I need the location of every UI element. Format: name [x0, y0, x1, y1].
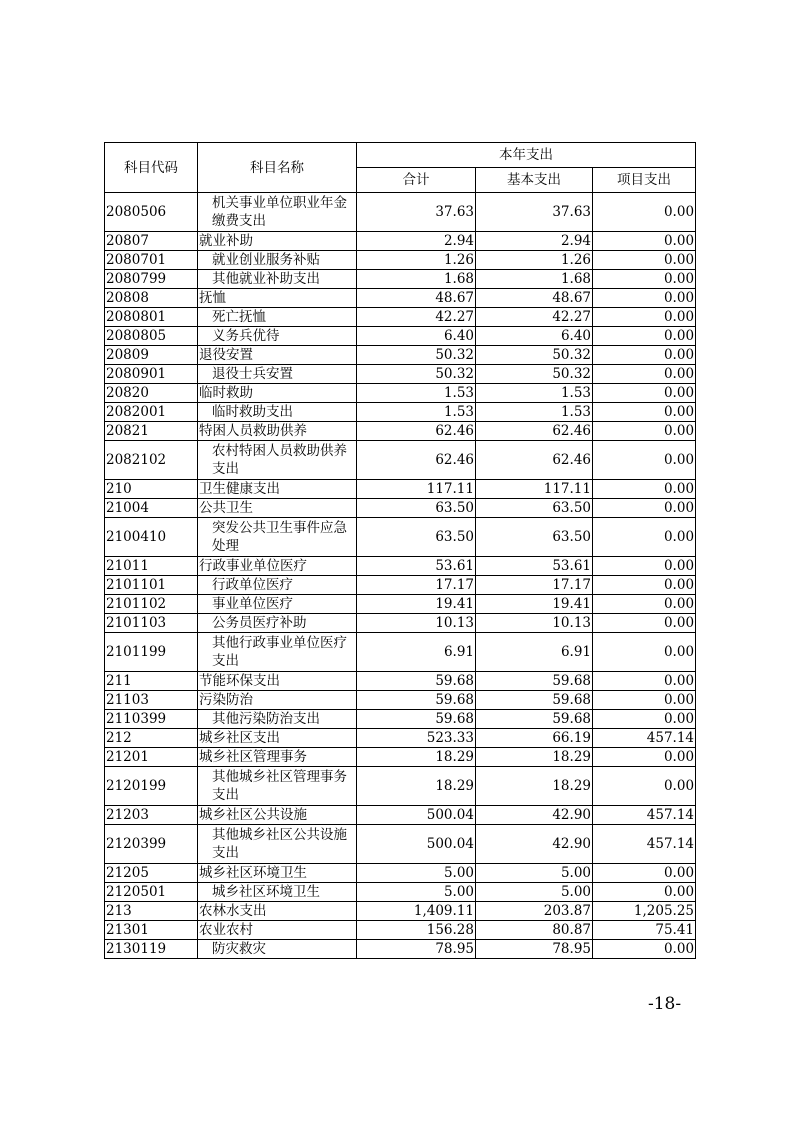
- basic-cell: 80.87: [476, 921, 593, 940]
- name-cell: 临时救助支出: [198, 403, 357, 422]
- name-cell: 污染防治: [198, 691, 357, 710]
- basic-cell: 1.68: [476, 270, 593, 289]
- total-cell: 1.26: [357, 251, 476, 270]
- basic-cell: 50.32: [476, 346, 593, 365]
- project-cell: 0.00: [593, 384, 696, 403]
- table-row: [105, 518, 696, 557]
- basic-cell: 63.50: [476, 499, 593, 518]
- name-cell: 行政事业单位医疗: [198, 557, 357, 576]
- project-cell: 0.00: [593, 672, 696, 691]
- basic-cell: 59.68: [476, 691, 593, 710]
- basic-cell: 37.63: [476, 193, 593, 232]
- total-cell: 18.29: [357, 748, 476, 767]
- code-cell: 20809: [105, 346, 198, 365]
- table-row: [105, 422, 696, 441]
- table-row: [105, 883, 696, 902]
- header-name: 科目名称: [198, 143, 357, 193]
- total-cell: 6.40: [357, 327, 476, 346]
- total-cell: 62.46: [357, 441, 476, 480]
- name-cell: 防灾救灾: [198, 940, 357, 959]
- table-row: [105, 308, 696, 327]
- basic-cell: 59.68: [476, 710, 593, 729]
- project-cell: 0.00: [593, 595, 696, 614]
- name-cell: 节能环保支出: [198, 672, 357, 691]
- basic-cell: 42.90: [476, 806, 593, 825]
- table-row: [105, 365, 696, 384]
- code-cell: 21004: [105, 499, 198, 518]
- name-cell: 公务员医疗补助: [198, 614, 357, 633]
- basic-cell: 1.26: [476, 251, 593, 270]
- basic-cell: 18.29: [476, 767, 593, 806]
- code-cell: 21301: [105, 921, 198, 940]
- project-cell: 0.00: [593, 710, 696, 729]
- name-cell: 突发公共卫生事件应急处理: [198, 518, 357, 557]
- code-cell: 2082001: [105, 403, 198, 422]
- total-cell: 63.50: [357, 499, 476, 518]
- name-cell: 其他污染防治支出: [198, 710, 357, 729]
- code-cell: 21103: [105, 691, 198, 710]
- name-cell: 就业创业服务补贴: [198, 251, 357, 270]
- code-cell: 2080506: [105, 193, 198, 232]
- project-cell: 0.00: [593, 441, 696, 480]
- header-group: 本年支出: [357, 143, 696, 168]
- table-row: [105, 441, 696, 480]
- total-cell: 117.11: [357, 480, 476, 499]
- project-cell: 0.00: [593, 767, 696, 806]
- name-cell: 行政单位医疗: [198, 576, 357, 595]
- basic-cell: 48.67: [476, 289, 593, 308]
- table-row: [105, 576, 696, 595]
- project-cell: 0.00: [593, 365, 696, 384]
- name-cell: 其他行政事业单位医疗支出: [198, 633, 357, 672]
- basic-cell: 117.11: [476, 480, 593, 499]
- basic-cell: 62.46: [476, 422, 593, 441]
- basic-cell: 2.94: [476, 232, 593, 251]
- code-cell: 2101103: [105, 614, 198, 633]
- name-cell: 公共卫生: [198, 499, 357, 518]
- name-cell: 临时救助: [198, 384, 357, 403]
- total-cell: 6.91: [357, 633, 476, 672]
- total-cell: 50.32: [357, 365, 476, 384]
- project-cell: 0.00: [593, 633, 696, 672]
- project-cell: 1,205.25: [593, 902, 696, 921]
- table-row: [105, 710, 696, 729]
- total-cell: 1.53: [357, 403, 476, 422]
- code-cell: 2082102: [105, 441, 198, 480]
- table-row: [105, 748, 696, 767]
- table-row: [105, 384, 696, 403]
- project-cell: 0.00: [593, 576, 696, 595]
- table-row: [105, 691, 696, 710]
- project-cell: 0.00: [593, 251, 696, 270]
- code-cell: 2100410: [105, 518, 198, 557]
- total-cell: 59.68: [357, 710, 476, 729]
- code-cell: 2080801: [105, 308, 198, 327]
- name-cell: 农村特困人员救助供养支出: [198, 441, 357, 480]
- project-cell: 0.00: [593, 748, 696, 767]
- name-cell: 其他城乡社区公共设施支出: [198, 825, 357, 864]
- header-code: 科目代码: [105, 143, 198, 193]
- code-cell: 2080799: [105, 270, 198, 289]
- table-row: [105, 403, 696, 422]
- total-cell: 37.63: [357, 193, 476, 232]
- code-cell: 2080701: [105, 251, 198, 270]
- project-cell: 457.14: [593, 825, 696, 864]
- code-cell: 2120399: [105, 825, 198, 864]
- table-row: [105, 232, 696, 251]
- basic-cell: 203.87: [476, 902, 593, 921]
- table-row: [105, 270, 696, 289]
- total-cell: 5.00: [357, 864, 476, 883]
- code-cell: 20808: [105, 289, 198, 308]
- basic-cell: 19.41: [476, 595, 593, 614]
- table-row: [105, 289, 696, 308]
- basic-cell: 66.19: [476, 729, 593, 748]
- code-cell: 2101102: [105, 595, 198, 614]
- basic-cell: 1.53: [476, 384, 593, 403]
- table-row: [105, 193, 696, 232]
- header-project: 项目支出: [593, 168, 696, 193]
- basic-cell: 62.46: [476, 441, 593, 480]
- project-cell: 0.00: [593, 480, 696, 499]
- project-cell: 457.14: [593, 729, 696, 748]
- total-cell: 156.28: [357, 921, 476, 940]
- table-row: [105, 940, 696, 959]
- total-cell: 53.61: [357, 557, 476, 576]
- table-row: [105, 767, 696, 806]
- name-cell: 城乡社区公共设施: [198, 806, 357, 825]
- basic-cell: 59.68: [476, 672, 593, 691]
- name-cell: 城乡社区支出: [198, 729, 357, 748]
- total-cell: 62.46: [357, 422, 476, 441]
- name-cell: 机关事业单位职业年金缴费支出: [198, 193, 357, 232]
- basic-cell: 10.13: [476, 614, 593, 633]
- total-cell: 5.00: [357, 883, 476, 902]
- code-cell: 21201: [105, 748, 198, 767]
- project-cell: 0.00: [593, 308, 696, 327]
- total-cell: 2.94: [357, 232, 476, 251]
- total-cell: 523.33: [357, 729, 476, 748]
- code-cell: 2101101: [105, 576, 198, 595]
- project-cell: 0.00: [593, 557, 696, 576]
- name-cell: 退役士兵安置: [198, 365, 357, 384]
- code-cell: 20807: [105, 232, 198, 251]
- table-body: [105, 193, 696, 959]
- table-row: [105, 806, 696, 825]
- code-cell: 2101199: [105, 633, 198, 672]
- name-cell: 抚恤: [198, 289, 357, 308]
- project-cell: 0.00: [593, 289, 696, 308]
- total-cell: 500.04: [357, 825, 476, 864]
- code-cell: 2120501: [105, 883, 198, 902]
- project-cell: 0.00: [593, 940, 696, 959]
- code-cell: 2080901: [105, 365, 198, 384]
- basic-cell: 42.90: [476, 825, 593, 864]
- total-cell: 59.68: [357, 672, 476, 691]
- name-cell: 义务兵优待: [198, 327, 357, 346]
- table-row: [105, 327, 696, 346]
- name-cell: 其他城乡社区管理事务支出: [198, 767, 357, 806]
- table-row: [105, 633, 696, 672]
- name-cell: 退役安置: [198, 346, 357, 365]
- basic-cell: 17.17: [476, 576, 593, 595]
- project-cell: 0.00: [593, 232, 696, 251]
- total-cell: 1.53: [357, 384, 476, 403]
- project-cell: 0.00: [593, 327, 696, 346]
- table-row: [105, 557, 696, 576]
- expenditure-table: [104, 142, 696, 959]
- total-cell: 59.68: [357, 691, 476, 710]
- table-row: [105, 346, 696, 365]
- basic-cell: 63.50: [476, 518, 593, 557]
- project-cell: 0.00: [593, 346, 696, 365]
- name-cell: 城乡社区环境卫生: [198, 864, 357, 883]
- name-cell: 其他就业补助支出: [198, 270, 357, 289]
- name-cell: 事业单位医疗: [198, 595, 357, 614]
- total-cell: 19.41: [357, 595, 476, 614]
- total-cell: 1.68: [357, 270, 476, 289]
- table-row: [105, 902, 696, 921]
- name-cell: 卫生健康支出: [198, 480, 357, 499]
- code-cell: 20820: [105, 384, 198, 403]
- table-row: [105, 825, 696, 864]
- code-cell: 2120199: [105, 767, 198, 806]
- name-cell: 特困人员救助供养: [198, 422, 357, 441]
- project-cell: 457.14: [593, 806, 696, 825]
- name-cell: 农林水支出: [198, 902, 357, 921]
- total-cell: 500.04: [357, 806, 476, 825]
- basic-cell: 6.91: [476, 633, 593, 672]
- header-total: 合计: [357, 168, 476, 193]
- table-row: [105, 614, 696, 633]
- code-cell: 212: [105, 729, 198, 748]
- total-cell: 48.67: [357, 289, 476, 308]
- table-row: [105, 672, 696, 691]
- total-cell: 18.29: [357, 767, 476, 806]
- project-cell: 0.00: [593, 614, 696, 633]
- basic-cell: 18.29: [476, 748, 593, 767]
- table-row: [105, 921, 696, 940]
- name-cell: 就业补助: [198, 232, 357, 251]
- code-cell: 2110399: [105, 710, 198, 729]
- total-cell: 78.95: [357, 940, 476, 959]
- table-row: [105, 729, 696, 748]
- project-cell: 75.41: [593, 921, 696, 940]
- table-row: [105, 480, 696, 499]
- name-cell: 城乡社区环境卫生: [198, 883, 357, 902]
- total-cell: 42.27: [357, 308, 476, 327]
- project-cell: 0.00: [593, 499, 696, 518]
- total-cell: 1,409.11: [357, 902, 476, 921]
- code-cell: 211: [105, 672, 198, 691]
- code-cell: 213: [105, 902, 198, 921]
- total-cell: 10.13: [357, 614, 476, 633]
- project-cell: 0.00: [593, 691, 696, 710]
- basic-cell: 50.32: [476, 365, 593, 384]
- code-cell: 2080805: [105, 327, 198, 346]
- basic-cell: 5.00: [476, 864, 593, 883]
- basic-cell: 42.27: [476, 308, 593, 327]
- header-basic: 基本支出: [476, 168, 593, 193]
- code-cell: 20821: [105, 422, 198, 441]
- page-number: -18-: [648, 994, 682, 1014]
- code-cell: 21203: [105, 806, 198, 825]
- total-cell: 50.32: [357, 346, 476, 365]
- project-cell: 0.00: [593, 403, 696, 422]
- basic-cell: 5.00: [476, 883, 593, 902]
- name-cell: 城乡社区管理事务: [198, 748, 357, 767]
- code-cell: 21011: [105, 557, 198, 576]
- basic-cell: 53.61: [476, 557, 593, 576]
- total-cell: 17.17: [357, 576, 476, 595]
- project-cell: 0.00: [593, 518, 696, 557]
- code-cell: 210: [105, 480, 198, 499]
- basic-cell: 1.53: [476, 403, 593, 422]
- name-cell: 农业农村: [198, 921, 357, 940]
- basic-cell: 6.40: [476, 327, 593, 346]
- name-cell: 死亡抚恤: [198, 308, 357, 327]
- code-cell: 2130119: [105, 940, 198, 959]
- code-cell: 21205: [105, 864, 198, 883]
- project-cell: 0.00: [593, 864, 696, 883]
- table-row: [105, 499, 696, 518]
- basic-cell: 78.95: [476, 940, 593, 959]
- table-row: [105, 864, 696, 883]
- project-cell: 0.00: [593, 193, 696, 232]
- project-cell: 0.00: [593, 270, 696, 289]
- project-cell: 0.00: [593, 422, 696, 441]
- table-row: [105, 595, 696, 614]
- project-cell: 0.00: [593, 883, 696, 902]
- table-row: [105, 251, 696, 270]
- total-cell: 63.50: [357, 518, 476, 557]
